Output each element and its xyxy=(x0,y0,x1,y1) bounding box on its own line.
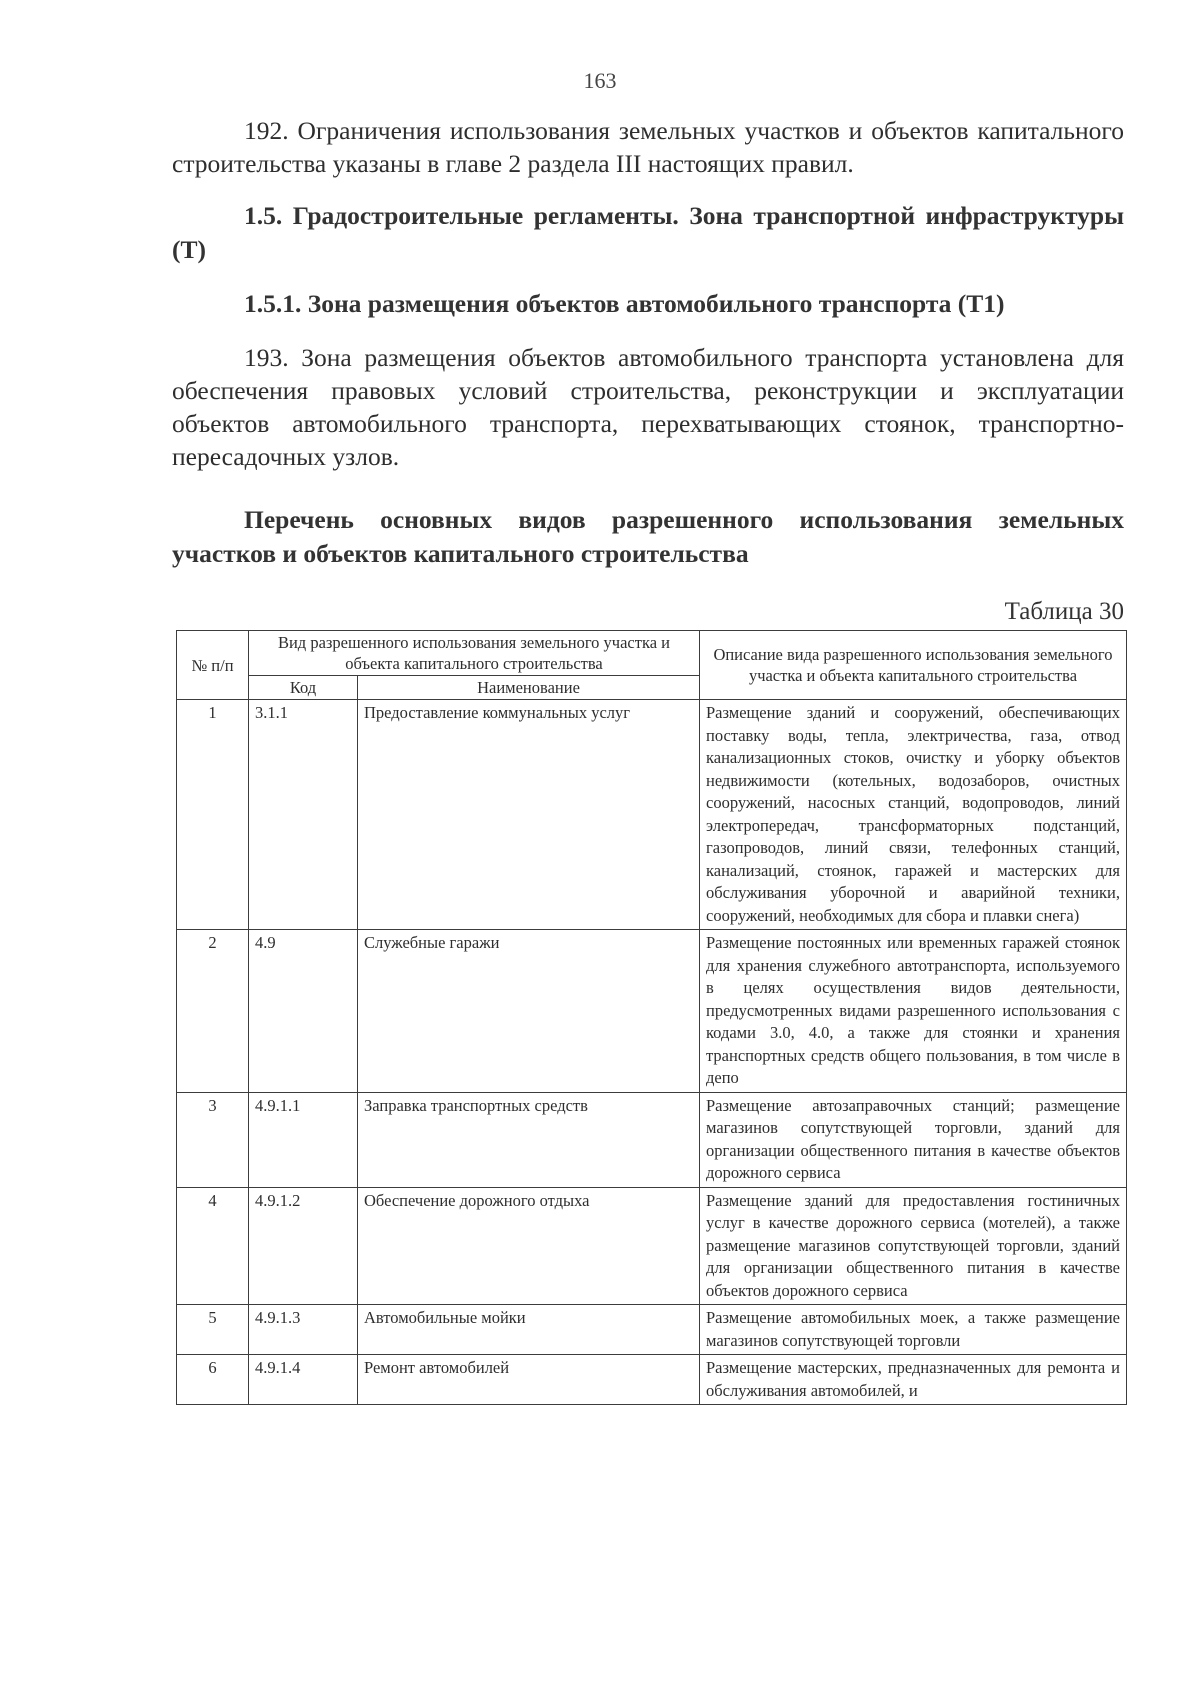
cell-code: 4.9.1.2 xyxy=(249,1187,358,1305)
cell-num: 1 xyxy=(177,700,249,930)
header-kind: Вид разрешенного использования земельного участка и объекта капитального строительства xyxy=(249,631,700,676)
cell-code: 3.1.1 xyxy=(249,700,358,930)
paragraph-193-text: Зона размещения объектов автомобильного транспорта установлена для обеспечения правовых условий строительства, реконструкции и эксплуатации объектов автомобильного транспорта, перехватывающих стоянок, транспортно-пересадочных узлов. xyxy=(172,343,1124,471)
heading-1-5 xyxy=(172,199,1124,267)
list-heading-text: Перечень основных видов разрешенного использования земельных участков и объектов капитального строительства xyxy=(172,505,1124,568)
cell-name: Предоставление коммунальных услуг xyxy=(358,700,700,930)
cell-name: Заправка транспортных средств xyxy=(358,1092,700,1187)
table-caption: Таблица 30 xyxy=(1004,598,1124,625)
header-num: № п/п xyxy=(177,631,249,700)
table-row xyxy=(177,1355,1127,1405)
cell-description: Размещение постоянных или временных гаражей стоянок для хранения служебного автотранспорта, используемого в целях осуществления видов деятельности, предусмотренных видами разрешенного использования с кодами 3.0, 4.0, а также для стоянки и хранения транспортных средств общего пользования, в том числе в депо xyxy=(700,930,1127,1093)
cell-name: Ремонт автомобилей xyxy=(358,1355,700,1405)
cell-num: 6 xyxy=(177,1355,249,1405)
paragraph-192 xyxy=(172,114,1124,180)
cell-description: Размещение зданий и сооружений, обеспечивающих поставку воды, тепла, электричества, газа, отвод канализационных стоков, очистку и уборку объектов недвижимости (котельных, водозаборов, очистных сооружений, насосных станций, водопроводов, линий электропередач, трансформаторных подстанций, газопроводов, линий связи, телефонных станций, канализаций, стоянок, гаражей и мастерских для обслуживания уборочной и аварийной техники, сооружений, необходимых для сбора и плавки снега) xyxy=(700,700,1127,930)
cell-name: Служебные гаражи xyxy=(358,930,700,1093)
heading-1-5-text: 1.5. Градостроительные регламенты. Зона транспортной инфраструктуры (Т) xyxy=(172,201,1124,264)
cell-description: Размещение зданий для предоставления гостиничных услуг в качестве дорожного сервиса (мотелей), а также размещение магазинов сопутствующей торговли, зданий для организации общественного питания в качестве объектов дорожного сервиса xyxy=(700,1187,1127,1305)
cell-description: Размещение автомобильных моек, а также размещение магазинов сопутствующей торговли xyxy=(700,1305,1127,1355)
table-row xyxy=(177,1187,1127,1305)
table-row xyxy=(177,1092,1127,1187)
cell-description: Размещение автозаправочных станций; размещение магазинов сопутствующей торговли, зданий для организации общественного питания в качестве объектов дорожного сервиса xyxy=(700,1092,1127,1187)
regulation-table xyxy=(176,630,1127,1405)
cell-num: 4 xyxy=(177,1187,249,1305)
page-number: 163 xyxy=(583,68,617,93)
header-name: Наименование xyxy=(358,676,700,700)
header-description: Описание вида разрешенного использования земельного участка и объекта капитального строительства xyxy=(700,631,1127,700)
paragraph-193 xyxy=(172,341,1124,473)
table-row xyxy=(177,930,1127,1093)
table-row xyxy=(177,1305,1127,1355)
cell-description: Размещение мастерских, предназначенных для ремонта и обслуживания автомобилей, и xyxy=(700,1355,1127,1405)
cell-name: Автомобильные мойки xyxy=(358,1305,700,1355)
paragraph-192-number: 192. xyxy=(244,116,289,145)
cell-code: 4.9 xyxy=(249,930,358,1093)
table-header-row xyxy=(177,631,1127,676)
paragraph-192-text: Ограничения использования земельных участков и объектов капитального строительства указаны в главе 2 раздела III настоящих правил. xyxy=(172,116,1124,178)
heading-1-5-1 xyxy=(172,287,1124,321)
paragraph-193-number: 193. xyxy=(244,343,289,372)
header-code: Код xyxy=(249,676,358,700)
cell-code: 4.9.1.3 xyxy=(249,1305,358,1355)
cell-code: 4.9.1.1 xyxy=(249,1092,358,1187)
cell-num: 5 xyxy=(177,1305,249,1355)
list-heading xyxy=(172,503,1124,571)
table-row xyxy=(177,700,1127,930)
heading-1-5-1-text: 1.5.1. Зона размещения объектов автомобильного транспорта (Т1) xyxy=(244,289,1005,318)
cell-code: 4.9.1.4 xyxy=(249,1355,358,1405)
cell-num: 3 xyxy=(177,1092,249,1187)
cell-name: Обеспечение дорожного отдыха xyxy=(358,1187,700,1305)
cell-num: 2 xyxy=(177,930,249,1093)
